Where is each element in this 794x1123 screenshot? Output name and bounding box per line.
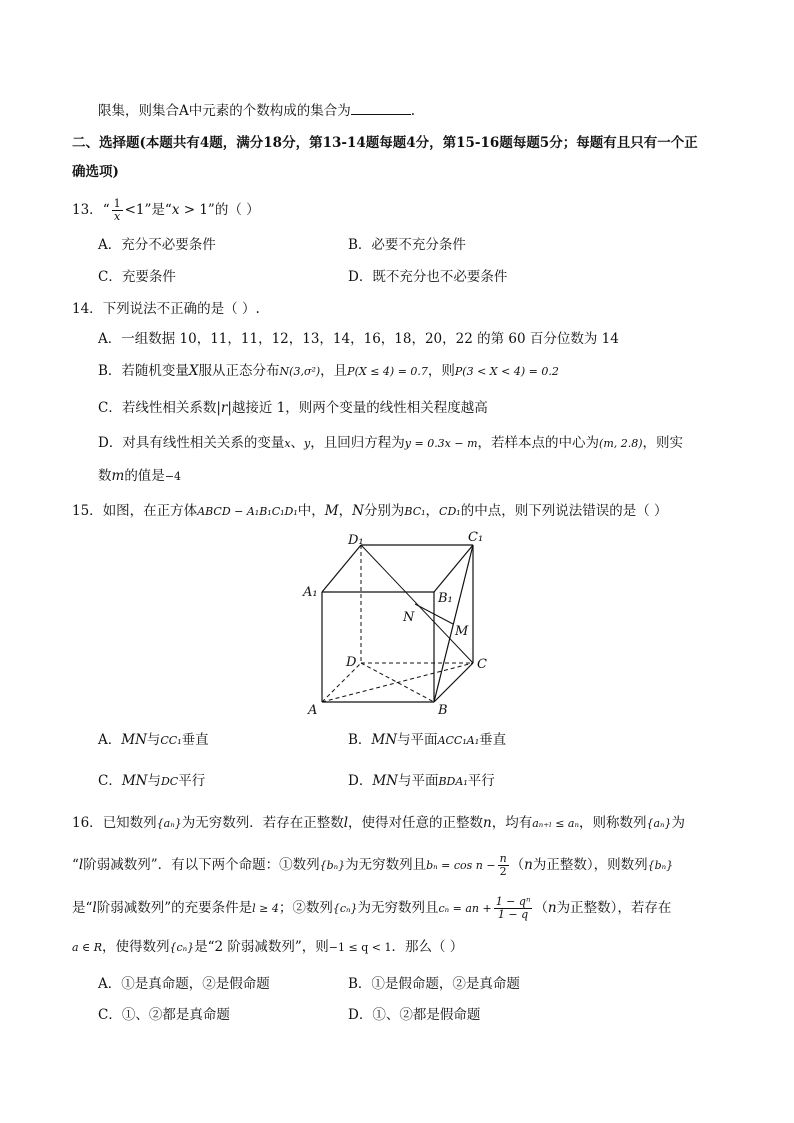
q16-text: 为 (671, 815, 685, 831)
q14d-text1: D．对具有线性相关关系的变量 (98, 435, 285, 451)
frac-num: n (499, 852, 507, 865)
q16-c-fraction (494, 896, 533, 921)
q13-tail: ”的（ ） (207, 202, 260, 218)
q16-seq-b: {bₙ} (647, 859, 674, 872)
q16-q-range: −1 ≤ q < 1 (328, 941, 392, 954)
label-c: C (477, 657, 487, 672)
q16-text: ；②数列 (278, 900, 333, 916)
q13-quote-open: “ (102, 202, 110, 218)
q15-text1: 如图，在正方体 (102, 503, 198, 519)
q16-text: （ (510, 857, 525, 873)
answer-blank (351, 100, 411, 115)
q14d-point: (m, 2.8) (599, 437, 643, 450)
q15-text5: ， (425, 503, 440, 519)
q13-frac-den: x (113, 210, 121, 223)
option-text: 充分不必要条件 (121, 237, 216, 253)
option-obj: ACC₁A₁ (437, 734, 480, 747)
q15-var-m: M (324, 503, 339, 519)
q16-var-l: l (343, 815, 349, 831)
q14d-text2: ，且回归方程为 (310, 435, 405, 451)
q14d-var-m: m (111, 468, 125, 484)
q13-option-d[interactable] (348, 267, 507, 287)
q16-text: 为正整数），则数列 (532, 857, 648, 873)
q14d-var-y: y (304, 437, 311, 450)
q16-text: 阶弱减数列”．有以下两个命题：①数列 (83, 857, 320, 873)
label-n: N (403, 610, 415, 625)
q16-var-n: n (483, 815, 492, 831)
label-a1: A₁ (303, 585, 318, 600)
q14d-var-x: x (284, 437, 291, 450)
q15-option-d[interactable] (348, 771, 495, 792)
q14-option-d[interactable] (98, 433, 683, 454)
q14b-text1: B．若随机变量 (98, 363, 189, 379)
option-label: B． (348, 237, 372, 253)
q14c-abs-r: |r| (216, 400, 232, 416)
option-text: ①、②都是假命题 (372, 1007, 481, 1023)
option-label: D． (348, 1007, 373, 1023)
option-result: 平行 (178, 773, 206, 789)
q13-fraction (112, 198, 123, 223)
q13-option-c[interactable] (98, 267, 176, 287)
q16-text: 是“ (72, 900, 93, 916)
q13-frac-num: 1 (113, 197, 121, 210)
q15-option-b[interactable] (348, 730, 506, 751)
option-label: A． (98, 732, 122, 748)
option-label: D． (348, 773, 373, 789)
q15-bc1: BC₁ (404, 505, 426, 518)
q14d-value: −4 (164, 470, 182, 483)
q16-text: 为无穷数列．若存在正整数 (181, 815, 344, 831)
edge-a1d1 (322, 545, 361, 592)
option-label: B． (348, 976, 372, 992)
label-m: M (455, 624, 469, 639)
q16-text: “ (72, 857, 79, 873)
diag-d1c (361, 545, 473, 663)
option-label: C． (98, 773, 122, 789)
option-obj: DC (160, 775, 179, 788)
option-obj: CC₁ (160, 734, 182, 747)
label-c1: C₁ (468, 530, 484, 545)
q14b-text4: ，则 (427, 363, 455, 379)
option-obj: BDA₁ (438, 775, 468, 788)
q14-option-b[interactable] (98, 361, 559, 382)
option-text: 必要不充分条件 (371, 237, 466, 253)
option-rel: 与平面 (397, 732, 438, 748)
frac-den: 2 (499, 865, 507, 878)
option-label: C． (98, 1007, 122, 1023)
q16-text: ，均有 (491, 815, 533, 831)
q15-option-a[interactable] (98, 730, 209, 751)
q16-l-cond: l ≥ 4 (252, 902, 279, 915)
edge-bc (434, 663, 473, 702)
option-result: 垂直 (479, 732, 507, 748)
q14-option-d-cont (98, 466, 181, 487)
q14d-text4: ，则实 (642, 435, 684, 451)
label-a: A (308, 703, 318, 718)
q15-text6: 的中点，则下列说法错误的是（ ） (460, 503, 668, 519)
prev-question-text: 限集，则集合A中元素的个数构成的集合为 (98, 103, 351, 119)
q15-text3: ， (338, 503, 353, 519)
q15-text4: 分别为 (363, 503, 405, 519)
q16-text: ，使得对任意的正整数 (348, 815, 484, 831)
q14-option-c[interactable] (98, 398, 488, 418)
frac-den: 1 − q (497, 908, 529, 921)
cube-figure (300, 530, 500, 720)
q14d-text6: 的值是 (124, 468, 165, 484)
q16-var-n: n (547, 900, 557, 916)
option-rel: 与 (146, 732, 161, 748)
section-title-line2: 确选项) (72, 164, 119, 180)
label-d1: D₁ (348, 533, 364, 548)
q16-var-l: l (92, 900, 97, 916)
q15-text2: 中， (297, 503, 325, 519)
q16-text: 已知数列 (102, 815, 157, 831)
q14-option-a[interactable]: A．一组数据 10，11，11，12，13，14，16，18，20，22 的第 60 百分位数为 14 (98, 331, 619, 347)
option-label: A． (98, 237, 122, 253)
q14b-normal: N(3,σ²) (279, 365, 321, 378)
q14b-prob1: P(X ≤ 4) = 0.7 (347, 365, 428, 378)
q14-text: 下列说法不正确的是（ ）. (102, 301, 260, 317)
option-result: 垂直 (181, 732, 209, 748)
q16-line3 (72, 896, 671, 921)
q16-seq-b: {bₙ} (319, 859, 346, 872)
q16-b-fraction (498, 853, 509, 878)
option-rel: 与平面 (397, 773, 439, 789)
q14b-prob2: P(3 < X < 4) = 0.2 (454, 365, 559, 378)
q16-option-d[interactable] (348, 1005, 480, 1025)
q14d-equation: y = 0.3x − m (404, 437, 478, 450)
q13-mid: <1”是“ (124, 202, 172, 218)
option-text: ①是真命题，②是假命题 (121, 976, 270, 992)
q13-stem (72, 198, 260, 223)
q16-text: 是“2 阶弱减数列”，则 (194, 939, 329, 955)
option-mn: MN (121, 773, 148, 789)
prev-question-tail (98, 100, 415, 121)
q16-seq-a: {aₙ} (646, 817, 672, 830)
option-label: A． (98, 976, 122, 992)
option-text: 既不充分也不必要条件 (372, 269, 508, 285)
q16-seq-a: {aₙ} (156, 817, 182, 830)
option-text: ①、②都是真命题 (121, 1007, 230, 1023)
q15-option-c[interactable] (98, 771, 205, 792)
q16-option-a[interactable] (98, 974, 270, 994)
label-b1: B₁ (438, 591, 453, 606)
q16-var-n: n (524, 857, 533, 873)
q14c-text2: 越接近 1，则两个变量的线性相关程度越高 (231, 400, 488, 416)
q16-option-c[interactable] (98, 1005, 230, 1025)
option-text: ①是假命题，②是真命题 (371, 976, 520, 992)
q13-option-a[interactable] (98, 235, 216, 255)
q16-seq-c: {cₙ} (169, 941, 195, 954)
option-mn: MN (121, 732, 147, 748)
q16-var-l: l (78, 857, 84, 873)
option-result: 平行 (467, 773, 495, 789)
q15-cube: ABCD − A₁B₁C₁D₁ (197, 505, 298, 518)
q14d-text5: 数 (98, 468, 112, 484)
q13-cond: > 1 (179, 202, 208, 218)
frac-num: 1 − qⁿ (495, 895, 531, 908)
q14b-text2: 服从正态分布 (198, 363, 280, 379)
q16-line1 (72, 813, 685, 834)
q14b-text3: ，且 (320, 363, 348, 379)
q16-option-b[interactable] (348, 974, 520, 994)
q16-a-in-r: a ∈ R (72, 941, 102, 954)
q14c-text1: C．若线性相关系数 (98, 400, 217, 416)
q16-inequality: aₙ₊ₗ ≤ aₙ (532, 817, 579, 830)
q16-text: 为无穷数列且 (345, 857, 427, 873)
option-mn: MN (371, 732, 398, 748)
q14-number: 14． (72, 301, 103, 317)
q16-b-def: bₙ = cos n − (426, 859, 496, 872)
q16-text: 为无穷数列且 (357, 900, 439, 916)
q14b-var-x: X (188, 363, 199, 379)
option-label: C． (98, 269, 122, 285)
option-label: D． (348, 269, 373, 285)
q14d-sep: 、 (290, 435, 305, 451)
q16-c-def: cₙ = an + (438, 902, 492, 915)
option-text: 充要条件 (121, 269, 176, 285)
q16-text: ，使得数列 (101, 939, 170, 955)
q13-option-b[interactable] (348, 235, 466, 255)
q14d-text3: ，若样本点的中心为 (477, 435, 600, 451)
q16-line2 (72, 853, 673, 878)
q16-number: 16． (72, 815, 103, 831)
q16-text: （ (534, 900, 548, 916)
label-b: B (438, 703, 448, 718)
q15-var-n: N (352, 503, 364, 519)
section-title-line1: 二、选择题(本题共有4题，满分18分，第13-14题每题4分，第15-16题每题5分；每题有且只有一个正 (72, 135, 698, 151)
option-mn: MN (372, 773, 398, 789)
option-label: B． (348, 732, 372, 748)
q16-text: 阶弱减数列”的充要条件是 (96, 900, 253, 916)
q15-cd1: CD₁ (439, 505, 461, 518)
diag-ac-hidden (322, 663, 473, 702)
label-d: D (346, 655, 357, 670)
q16-text: ，则称数列 (578, 815, 647, 831)
q16-text: ．那么（ ） (391, 939, 464, 955)
q13-var-x: x (171, 202, 180, 218)
q15-stem (72, 501, 668, 522)
option-rel: 与 (147, 773, 161, 789)
q14-stem (72, 299, 260, 319)
q16-text: 为正整数），若存在 (556, 900, 672, 916)
q16-seq-c: {cₙ} (332, 902, 358, 915)
q13-number: 13． (72, 202, 103, 218)
q15-number: 15． (72, 503, 103, 519)
q16-line4 (72, 937, 463, 958)
prev-question-period: . (410, 103, 416, 119)
